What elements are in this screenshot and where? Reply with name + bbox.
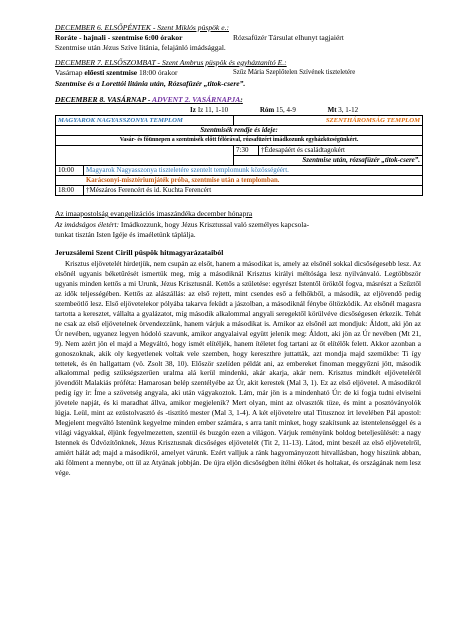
evangelization-text1: Imádkozzunk, hogy Jézus Krisztussal való személyes kapcsola-	[119, 220, 310, 229]
dec8-readings: Iz Iz 11, 1-10 Róm 15, 4-9 Mt 3, 1-12	[190, 106, 359, 114]
row-730-note	[56, 156, 423, 166]
evangelization-title: Az imaapostolság evangelizációs imaszándéka december hónapra	[55, 209, 253, 218]
notice-row	[56, 136, 423, 146]
row-730	[56, 146, 423, 156]
dec8-heading-colon: :	[240, 95, 243, 104]
row-1000-note	[56, 176, 423, 186]
cyril-title: Jeruzsálemi Szent Cirill püspök hitmagyarázataiból	[55, 248, 224, 257]
intention-1800: †Mészáros Ferencért és id. Kuchta Ferencért	[84, 186, 423, 196]
dec8-heading-advent: ADVENT 2. VASÁRNAPJA	[152, 95, 241, 104]
church-left: MAGYAROK NAGYASSZONYA TEMPLOM	[56, 116, 234, 126]
church-right: SZENTHÁROMSÁG TEMPLOM	[234, 116, 423, 126]
reading-rom-label: Róm	[259, 106, 275, 114]
intention-1000: Magyarok Nagyasszonya tiszteletére szentelt templomunk közösségéért.	[84, 166, 423, 176]
reading-mt: 3, 1-12	[338, 106, 359, 114]
row-1000	[56, 166, 423, 176]
time-1000: 10:00	[56, 166, 84, 176]
dec7-mass-line	[55, 69, 421, 78]
dec7-mass-label: előesti szentmise	[84, 68, 138, 77]
row-1800	[56, 186, 423, 196]
reading-mt-label: Mt	[327, 106, 337, 114]
reading-iz: Iz 11, 1-10	[197, 106, 229, 114]
notice-text: Vasár- és főünnepen a szentmisék előtt félórával, rózsafüzért imádkozunk egyházközségünkért.	[56, 136, 423, 146]
evangelization-line2: tunkat tisztán Isten Igéje és imaéletünk táplálja.	[55, 230, 196, 239]
evangelization-label: Az imádságos életért:	[55, 220, 120, 229]
dec7-mass-time: 18:00 órakor	[137, 68, 178, 77]
cyril-text: Krisztus eljövetelét hirdetjük, nem csupán az elsőt, hanem a másodikat is, amely az elsőnél sokkal dicsőségesebb lesz. Az elsőnél ugyanis béketűrését ismertük meg, míg a másodiknál Krisztus királyi méltósága lesz nyilvánvaló. Legtöbbször ugyanis minden kettős a mi Urunk, Jézus Krisztusnál. Kettős a születése: egyrészt Istentől öröktől fogva, másrészt a Szűztől az idők teljességében. Kettős az alászállás: az első rejtett, mint csendes eső a felhőkből, a második, az eljövendő pedig szembeötlő lesz. Első eljövetelekor pólyába takarva feküdt a jászolban, a másodiknál fénybe öltözködik. Az elsőnél magasra tartotta a keresztet, vállalta a gyalázatot, míg második alkalommal angyali seregektől körülvéve dicsőségesen érkezik. Tehát ne csak az első eljövetelnek örvendezzünk, hanem várjuk a másodikat is. Amikor az elsőnél azt mondjuk: Áldott, aki jön az Úr nevében, ugyanez legyen hódoló szavunk, amikor angyalaival együtt jelenik meg: Áldott, aki jön az Úr nevében (Mt 21, 9). Nem azért jön el majd a Megváltó, hogy ismét elítéljék, hanem ítéletet fog tartani az őt elítélők felett. Akkor azonban a gonoszoknak, akik oly kegyetlenek voltak vele szemben, hogy kereszthre juttatták, azt mondja majd szemükbe: Ti így tettetek, és én hallgattam (vö. Zsolt 38, 10). Először szelíden példát ani, az embereket finoman meggyőzni jött, második alkalommal pedig szükségszerűen uralma alá kerül mindenki, akár akarja, akár nem. Krisztus mindkét eljöveteléről jövendölt Malakiás próféta: Hamarosan belép szentélyébe az Úr, akit kerestek (Mal 3, 1). Ez az első eljövetel. A másodikról pedig így ír: Íme a szövetség angyala, aki után vágyakoztok. Lám, már jön is a mindenható Úr: de ki fogja tudni elviselni jövetele napját, és ki maradhat állva, amikor megjelenik? Mert olyan, mint az olvasztók tüze, és mint a posztóványolók lúgja. Leül, mint az ezüstolvasztó és -tisztító mester (Mal 3, 1-4). A két eljövetelre utal Titusznoz írt levelében Pál apostol: Megjelent megváltó Istenünk kegyelme minden ember számára, s arra tanít minket, hogy szakítsunk az istentelenséggel és a világi vágyakkal, éljünk fegyelmezetten, szentül és buzgón ezen a világon. Várjuk reményünk boldog beteljesülését: a nagy Istennek és Üdvözítőnknek, Jézus Krisztusnak dicsőséges eljövetelét (Tit 2, 11-13). Látod, mint beszél az első eljövetelről, amiért hálát ad; majd a másodikról, amelyet várunk. Ezért valljuk a ránk hagyományozott hitvallásban, hogy hiszünk abban, aki fölment a mennybe, ott ül az Atyának jobbján. De újra eljön dicsőségben ítélni élőket és holtakat, és országának nem lesz vége.	[55, 259, 421, 478]
reading-rom: 15, 4-9	[276, 106, 296, 114]
time-730: 7:30	[234, 146, 259, 156]
mass-schedule-table	[55, 115, 423, 196]
evangelization-line1	[55, 221, 309, 230]
time-1800: 18:00	[56, 186, 84, 196]
dec7-note: Szentmise és a Lorettói litánia után, Rózsafüzér „titok-csere”.	[55, 79, 246, 88]
dec8-heading	[55, 96, 243, 105]
order-row	[56, 126, 423, 136]
dec7-mass-intention: Szűz Mária Szeplőtelen Szívének tiszteletére	[233, 69, 356, 76]
dec7-mass-prefix: Vasárnap	[55, 68, 85, 77]
order-label: Szentmisék rendje és ideje:	[56, 126, 423, 136]
note-730: Szentmise után, rózsafüzér „titok-csere”.	[234, 156, 423, 166]
dec6-mass-time: Roráte - hajnali - szentmise 6:00 órakor	[55, 33, 183, 42]
dec6-mass-line	[55, 34, 421, 43]
intention-730: †Édesapáért és családtagokért	[259, 146, 423, 156]
dec7-heading: DECEMBER 7. ELSŐSZOMBAT - Szent Ambrus püspök és egyháztanító E.:	[55, 58, 287, 67]
dec6-mass-intention: Rózsafüzér Társulat elhunyt tagjaiért	[233, 33, 344, 42]
dec6-note: Szentmise után Jézus Szíve litánia, felajánló imádsággal.	[55, 43, 226, 52]
dec6-heading: DECEMBER 6. ELSŐPÉNTEK - Szent Miklós püspök e.:	[55, 23, 229, 32]
note-1000: Karácsonyi-misztériumjáték próba, szentmise után a templomban.	[56, 176, 423, 186]
dec8-heading-date: DECEMBER 8. VASÁRNAP -	[55, 95, 152, 104]
church-header-row	[56, 116, 423, 126]
